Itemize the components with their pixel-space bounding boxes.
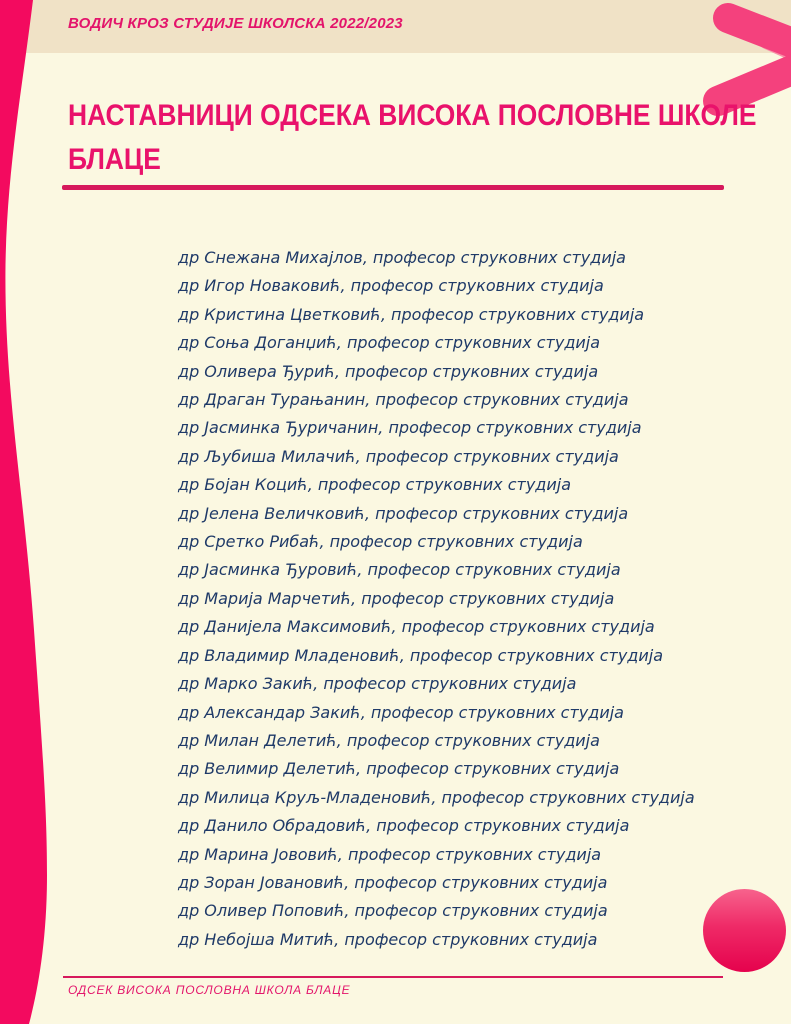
- teacher-list-item: др Драган Турањанин, професор струковних студија: [178, 390, 629, 410]
- teacher-list-item: др Марина Јововић, професор струковних студија: [178, 844, 602, 864]
- teacher-list-item: др Владимир Младеновић, професор струковних студија: [178, 645, 663, 665]
- teacher-list-item: др Зоран Јовановић, професор струковних студија: [178, 872, 608, 892]
- teacher-list-item: др Кристина Цветковић, професор струковних студија: [178, 304, 645, 324]
- teacher-list-item: др Соња Доганџић, професор струковних студија: [178, 333, 601, 353]
- footer-label: ОДСЕК ВИСОКА ПОСЛОВНА ШКОЛА БЛАЦЕ: [68, 983, 351, 997]
- title-rule: [62, 185, 724, 190]
- teacher-list-item: др Оливер Поповић, професор струковних студија: [178, 901, 608, 921]
- teacher-list-item: др Небојша Митић, професор струковних студија: [178, 929, 598, 949]
- teacher-list-item: др Јасминка Ђуровић, професор струковних студија: [178, 560, 621, 580]
- left-swoosh-graphic: [0, 0, 60, 1024]
- teacher-list-item: др Данило Обрадовић, професор струковних студија: [178, 816, 630, 836]
- teacher-list-item: др Александар Закић, професор струковних студија: [178, 702, 624, 722]
- teacher-list-item: др Игор Новаковић, професор струковних студија: [178, 276, 604, 296]
- page-title: [68, 94, 756, 182]
- teacher-list-item: др Милица Круљ-Младеновић, професор струковних студија: [178, 787, 695, 807]
- teacher-list-item: др Оливера Ђурић, професор струковних студија: [178, 361, 599, 381]
- teacher-list-item: др Милан Делетић, професор струковних студија: [178, 730, 600, 750]
- teacher-list-item: др Данијела Максимовић, професор струковних студија: [178, 617, 655, 637]
- corner-circle-graphic: [703, 889, 786, 972]
- teacher-list-item: др Марко Закић, професор струковних студија: [178, 674, 577, 694]
- teacher-list-item: др Велимир Делетић, професор струковних студија: [178, 759, 620, 779]
- teacher-list-item: др Сретко Рибаћ, професор струковних студија: [178, 532, 583, 552]
- teacher-list-item: др Љубиша Милачић, професор струковних студија: [178, 446, 619, 466]
- page-title-line2: БЛАЦЕ: [68, 143, 161, 176]
- footer-rule: [63, 976, 723, 978]
- teacher-list-item: др Снежана Михајлов, професор струковних студија: [178, 248, 626, 267]
- teacher-list-item: др Јасминка Ђуричанин, професор струковних студија: [178, 418, 642, 438]
- teacher-list-item: др Бојан Коцић, професор струковних студија: [178, 475, 571, 495]
- teacher-list: [178, 244, 695, 954]
- guide-header-title: ВОДИЧ КРОЗ СТУДИЈЕ ШКОЛСКА 2022/2023: [68, 15, 403, 32]
- page-title-line1: НАСТАВНИЦИ ОДСЕКА ВИСОКА ПОСЛОВНЕ ШКОЛЕ: [68, 99, 757, 132]
- teacher-list-item: др Марија Марчетић, професор струковних студија: [178, 588, 615, 608]
- teacher-list-item: др Јелена Величковић, професор струковних студија: [178, 503, 629, 523]
